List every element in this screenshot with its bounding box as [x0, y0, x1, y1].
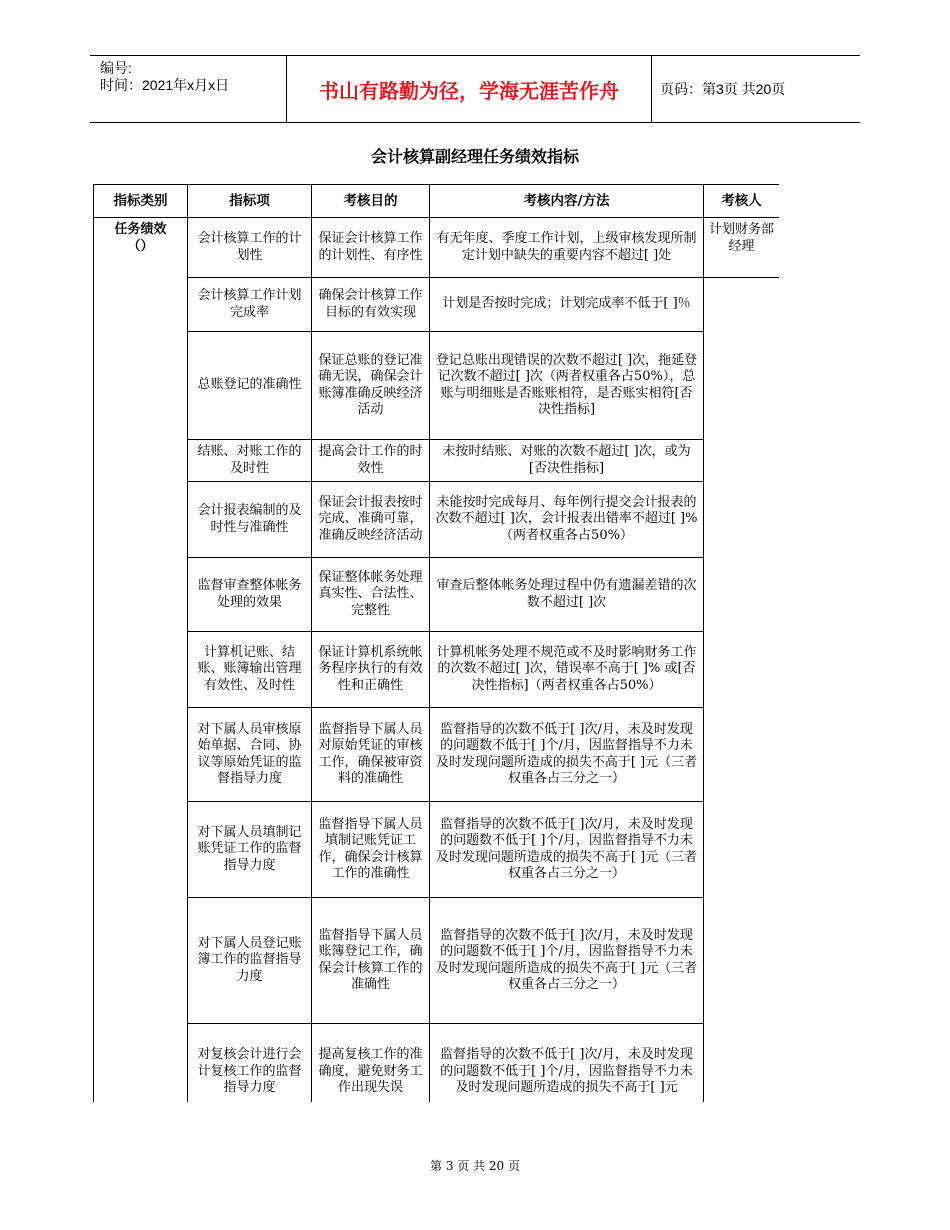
item-cell: 总账登记的准确性: [188, 332, 312, 440]
table-row: [94, 1024, 780, 1103]
col-header-reviewer: 考核人: [704, 185, 780, 218]
table-row: [94, 218, 780, 278]
purpose-cell: 监督指导下属人员账簿登记工作，确保会计核算工作的准确性: [312, 898, 430, 1024]
method-cell: 未能按时完成每月、每年例行提交会计报表的次数不超过[ ]次，会计报表出错率不超过[ ]% （两者权重各占50%）: [430, 482, 704, 558]
item-cell: 对下属人员审核原始单据、合同、协议等原始凭证的监督指导力度: [188, 708, 312, 802]
item-cell: 监督审查整体帐务处理的效果: [188, 558, 312, 632]
table-row: [94, 708, 780, 802]
col-header-category: 指标类别: [94, 185, 188, 218]
purpose-cell: 保证计算机系统帐务程序执行的有效性和正确性: [312, 632, 430, 708]
item-cell: 计算机记账、结账、账簿输出管理有效性、及时性: [188, 632, 312, 708]
number-label: 编号:: [100, 60, 132, 76]
document-title: 会计核算副经理任务绩效指标: [370, 147, 579, 166]
col-header-method: 考核内容/方法: [430, 185, 704, 218]
table-row: [94, 898, 780, 1024]
kpi-table: [93, 184, 779, 1102]
item-cell: 会计报表编制的及时性与准确性: [188, 482, 312, 558]
item-cell: 会计核算工作计划完成率: [188, 278, 312, 332]
header-meta: [100, 60, 290, 94]
purpose-cell: 保证整体帐务处理真实性、合法性、完整性: [312, 558, 430, 632]
item-cell: 对下属人员填制记账凭证工作的监督指导力度: [188, 802, 312, 898]
table-row: [94, 482, 780, 558]
item-cell: 会计核算工作的计划性: [188, 218, 312, 278]
reviewer-cell: 计划财务部经理: [704, 218, 780, 278]
motto: 书山有路勤为径，学海无涯苦作舟: [286, 56, 652, 122]
method-cell: 未按时结账、对账的次数不超过[ ]次，或为[否决性指标]: [430, 440, 704, 482]
page-footer: 第 3 页 共 20 页: [430, 1159, 520, 1173]
category-cell: 任务绩效 （）: [94, 218, 188, 1103]
table-row: [94, 802, 780, 898]
method-cell: 监督指导的次数不低于[ ]次/月，未及时发现的问题数不低于[ ]个/月，因监督指导不力未及时发现问题所造成的损失不高于[ ]元: [430, 1024, 704, 1103]
table-row: [94, 632, 780, 708]
table-row: [94, 558, 780, 632]
purpose-cell: 提高会计工作的时效性: [312, 440, 430, 482]
purpose-cell: 提高复核工作的准确度，避免财务工作出现失误: [312, 1024, 430, 1103]
method-cell: 计划是否按时完成；计划完成率不低于[ ]％: [430, 278, 704, 332]
time-label: 时间：2021年x月x日: [100, 77, 230, 93]
item-cell: 结账、对账工作的及时性: [188, 440, 312, 482]
method-cell: 监督指导的次数不低于[ ]次/月，未及时发现的问题数不低于[ ]个/月，因监督指导不力未及时发现问题所造成的损失不高于[ ]元（三者权重各占三分之一）: [430, 708, 704, 802]
purpose-cell: 保证会计核算工作的计划性、有序性: [312, 218, 430, 278]
table-header-row: [94, 185, 780, 218]
method-cell: 监督指导的次数不低于[ ]次/月，未及时发现的问题数不低于[ ]个/月，因监督指导不力未及时发现问题所造成的损失不高于[ ]元（三者权重各占三分之一）: [430, 898, 704, 1024]
method-cell: 监督指导的次数不低于[ ]次/月，未及时发现的问题数不低于[ ]个/月，因监督指导不力未及时发现问题所造成的损失不高于[ ]元（三者权重各占三分之一）: [430, 802, 704, 898]
purpose-cell: 监督指导下属人员填制记账凭证工作，确保会计核算工作的准确性: [312, 802, 430, 898]
page-header: [90, 55, 860, 123]
table-container: [93, 184, 779, 1102]
item-cell: 对下属人员登记账簿工作的监督指导力度: [188, 898, 312, 1024]
table-row: [94, 278, 780, 332]
purpose-cell: 监督指导下属人员对原始凭证的审核工作，确保被审资料的准确性: [312, 708, 430, 802]
purpose-cell: 确保会计核算工作目标的有效实现: [312, 278, 430, 332]
method-cell: 有无年度、季度工作计划，上级审核发现所制定计划中缺失的重要内容不超过[ ]处: [430, 218, 704, 278]
method-cell: 计算机帐务处理不规范或不及时影响财务工作的次数不超过[ ]次，错误率不高于[ ]% 或[否决性指标]（两者权重各占50%）: [430, 632, 704, 708]
table-row: [94, 440, 780, 482]
reviewer-empty-cell: [704, 278, 780, 1103]
page-info: 页码：第3页 共20页: [660, 81, 786, 97]
purpose-cell: 保证会计报表按时完成、准确可靠，准确反映经济活动: [312, 482, 430, 558]
method-cell: 审查后整体帐务处理过程中仍有遗漏差错的次数不超过[ ]次: [430, 558, 704, 632]
col-header-purpose: 考核目的: [312, 185, 430, 218]
method-cell: 登记总账出现错误的次数不超过[ ]次，拖延登记次数不超过[ ]次（两者权重各占50%），总账与明细账是否账账相符，是否账实相符[否决性指标]: [430, 332, 704, 440]
table-row: [94, 332, 780, 440]
purpose-cell: 保证总账的登记准确无误，确保会计账簿准确反映经济活动: [312, 332, 430, 440]
col-header-item: 指标项: [188, 185, 312, 218]
item-cell: 对复核会计进行会计复核工作的监督指导力度: [188, 1024, 312, 1103]
